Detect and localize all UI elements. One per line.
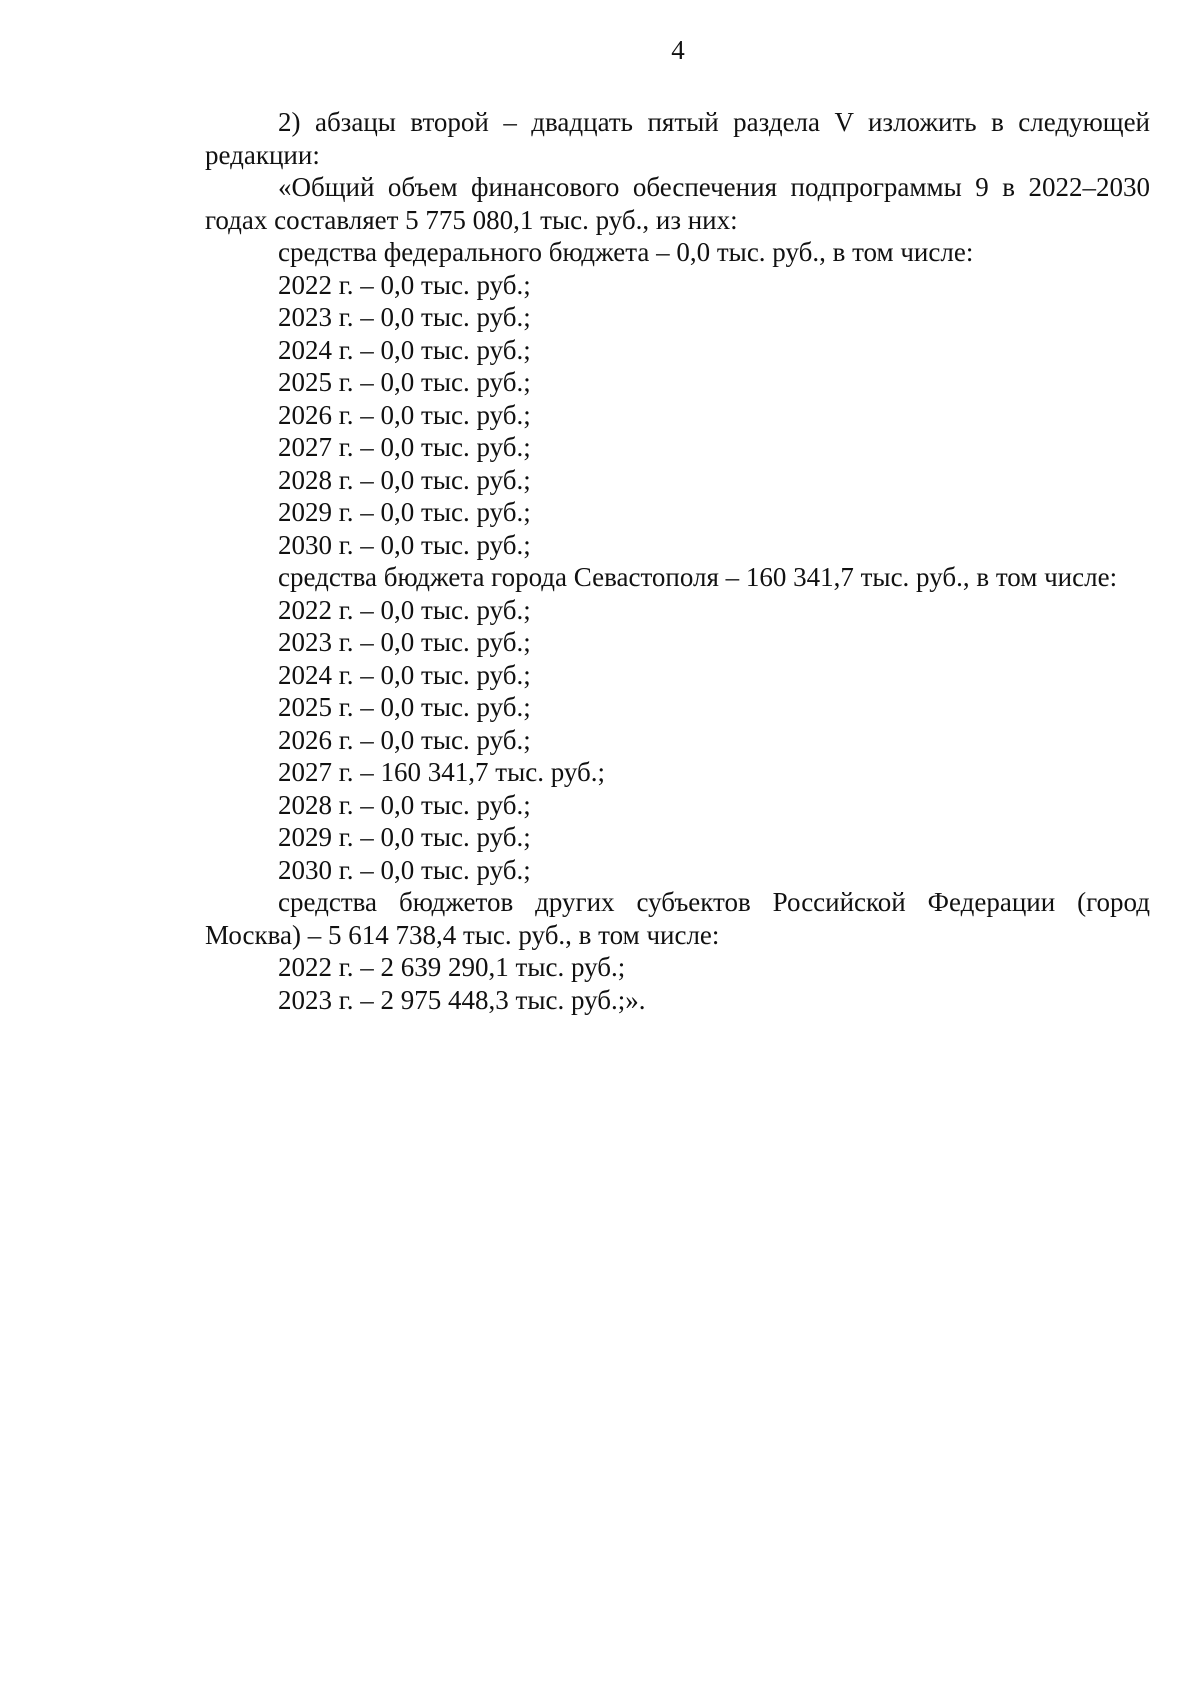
federal-budget-years — [205, 269, 1150, 562]
list-item: 2023 г. – 0,0 тыс. руб.; — [278, 627, 531, 657]
document-body — [205, 106, 1150, 1016]
list-item: 2027 г. – 0,0 тыс. руб.; — [278, 432, 531, 462]
list-item: 2028 г. – 0,0 тыс. руб.; — [278, 464, 531, 495]
list-item: 2022 г. – 2 639 290,1 тыс. руб.; — [278, 952, 626, 982]
federal-budget-heading: средства федерального бюджета – 0,0 тыс. руб., в том числе: — [278, 237, 974, 267]
list-item: 2026 г. – 0,0 тыс. руб.; — [278, 399, 531, 430]
list-item: 2027 г. – 160 341,7 тыс. руб.; — [278, 757, 605, 787]
list-item: 2030 г. – 0,0 тыс. руб.; — [278, 854, 531, 885]
list-item: 2025 г. – 0,0 тыс. руб.; — [278, 692, 531, 722]
list-item: 2024 г. – 0,0 тыс. руб.; — [278, 659, 531, 690]
list-item: 2022 г. – 0,0 тыс. руб.; — [278, 269, 531, 300]
list-item: 2030 г. – 0,0 тыс. руб.; — [278, 529, 531, 560]
list-item: 2024 г. – 0,0 тыс. руб.; — [278, 334, 531, 365]
list-item: 2023 г. – 2 975 448,3 тыс. руб.;». — [278, 984, 646, 1015]
list-item: 2028 г. – 0,0 тыс. руб.; — [278, 789, 531, 820]
list-item: 2026 г. – 0,0 тыс. руб.; — [278, 724, 531, 755]
paragraph-total-funding: «Общий объем финансового обеспечения подпрограммы 9 в 2022–2030 годах составляет 5 775 080,1 тыс. руб., из них: — [205, 172, 1150, 235]
list-item: 2029 г. – 0,0 тыс. руб.; — [278, 497, 531, 527]
other-subjects-budget-years — [205, 951, 1150, 1016]
sevastopol-budget-years — [205, 594, 1150, 887]
list-item: 2022 г. – 0,0 тыс. руб.; — [278, 594, 531, 625]
other-subjects-budget-heading: средства бюджетов других субъектов Российской Федерации (город Москва) – 5 614 738,4 тыс. руб., в том числе: — [205, 887, 1150, 950]
list-item: 2023 г. – 0,0 тыс. руб.; — [278, 302, 531, 332]
sevastopol-budget-heading: средства бюджета города Севастополя – 160 341,7 тыс. руб., в том числе: — [278, 562, 1118, 592]
list-item: 2025 г. – 0,0 тыс. руб.; — [278, 367, 531, 397]
list-item: 2029 г. – 0,0 тыс. руб.; — [278, 822, 531, 852]
paragraph-intro: 2) абзацы второй – двадцать пятый раздела V изложить в следующей редакции: — [205, 107, 1150, 170]
page-number: 4 — [671, 35, 685, 65]
